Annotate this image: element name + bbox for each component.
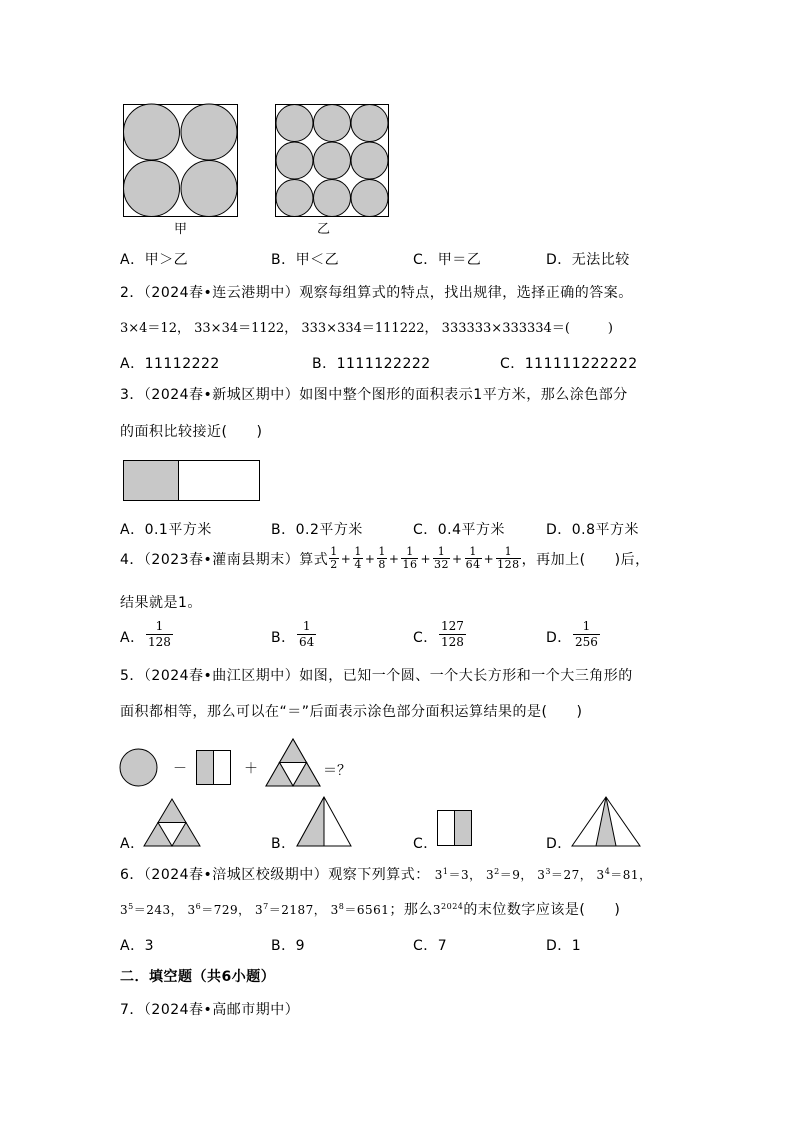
q2-option-a[interactable]: A．11112222 bbox=[120, 356, 220, 372]
q5-option-a-letter[interactable]: A． bbox=[120, 836, 145, 852]
q2-formula-3: 333×334＝111222 bbox=[301, 321, 425, 336]
q2-formula-4: 333333×333334＝( bbox=[441, 321, 570, 336]
q4-frac-7: $\frac{1}{128}$ bbox=[497, 545, 520, 571]
q3-stem-line2: 的面积比较接近( ) bbox=[120, 424, 263, 440]
q4-option-a-letter[interactable]: A． bbox=[120, 630, 145, 646]
q3-option-d[interactable]: D．0.8平方米 bbox=[546, 522, 640, 538]
q4-stem-suffix: ，再加上( )后， bbox=[521, 551, 650, 568]
q5-rectangle-figure bbox=[196, 750, 232, 786]
q2-option-c[interactable]: C．111111222222 bbox=[500, 356, 638, 372]
q2-paren-close: ) bbox=[607, 321, 613, 336]
q4-option-d-letter[interactable]: D． bbox=[546, 630, 572, 646]
q4-stem-prefix: 4．（2023春•灌南县期末）算式 bbox=[120, 551, 329, 568]
q4-option-c-letter[interactable]: C． bbox=[413, 630, 438, 646]
q4-frac-3: $\frac{1}{8}$ bbox=[378, 545, 386, 571]
section-2-title: 二．填空题（共6小题） bbox=[120, 969, 276, 985]
q1-option-b[interactable]: B．甲＜乙 bbox=[271, 252, 340, 268]
figure-yi bbox=[275, 104, 391, 218]
q7-stem: 7．（2024春•高邮市期中） bbox=[120, 1002, 300, 1018]
figure-jia-label: 甲 bbox=[174, 222, 188, 237]
q5-circle-figure bbox=[119, 748, 159, 788]
q4-frac-6: $\frac{1}{64}$ bbox=[465, 545, 481, 571]
q5-option-c-letter[interactable]: C． bbox=[413, 836, 438, 852]
q2-formula: 3×4＝12， 33×34＝1122， 333×334＝111222， 333333×333334＝( ) bbox=[120, 321, 613, 336]
q4-option-b-letter[interactable]: B． bbox=[271, 630, 296, 646]
q4-option-c-frac[interactable]: $\frac{127}{128}$ bbox=[441, 619, 464, 649]
q6-stem-line1: 6．（2024春•涪城区校级期中）观察下列算式： $3^1=3$， $3^2=9$， $3^3=27$， $3^4=81$， bbox=[120, 867, 652, 883]
q5-option-b-letter[interactable]: B． bbox=[271, 836, 296, 852]
q2-formula-1: 3×4＝12 bbox=[120, 321, 177, 336]
q4-option-a-frac[interactable]: $\frac{1}{128}$ bbox=[148, 619, 171, 649]
figure-jia bbox=[123, 104, 239, 218]
q6-option-b[interactable]: B．9 bbox=[271, 938, 306, 954]
q4-frac-1: $\frac{1}{2}$ bbox=[330, 545, 338, 571]
q5-option-c-figure[interactable] bbox=[437, 810, 473, 847]
q6-option-d[interactable]: D．1 bbox=[546, 938, 582, 954]
q5-option-d-letter[interactable]: D． bbox=[546, 836, 572, 852]
q4-stem-line2: 结果就是1。 bbox=[120, 595, 202, 611]
q4-frac-5: $\frac{1}{32}$ bbox=[434, 545, 450, 571]
q2-option-b[interactable]: B．1111122222 bbox=[312, 356, 431, 372]
figure-yi-label: 乙 bbox=[317, 222, 331, 237]
q6-option-c[interactable]: C．7 bbox=[413, 938, 448, 954]
q2-stem: 2．（2024春•连云港期中）观察每组算式的特点，找出规律，选择正确的答案。 bbox=[120, 285, 633, 301]
q5-triangle-figure bbox=[265, 738, 321, 788]
q1-option-c[interactable]: C．甲＝乙 bbox=[413, 252, 482, 268]
q1-option-a[interactable]: A．甲＞乙 bbox=[120, 252, 189, 268]
q5-plus-sign: ＋ bbox=[244, 761, 258, 777]
q5-stem-line2: 面积都相等，那么可以在“＝”后面表示涂色部分面积运算结果的是( ) bbox=[120, 704, 583, 720]
q6-option-a[interactable]: A．3 bbox=[120, 938, 154, 954]
q3-stem-line1: 3．（2024春•新城区期中）如图中整个图形的面积表示1平方米，那么涂色部分 bbox=[120, 387, 628, 403]
q5-option-b-figure[interactable] bbox=[296, 796, 352, 848]
q4-stem-line1: 4．（2023春•灌南县期末）算式 $\frac{1}{2}$ + $\frac{1}{4}$ + $\frac{1}{8}$ + $\frac{1}{16}$ + $\frac{1}{32}$ + $\frac{1}{64}$ + $\frac{1}{128}$ ，再加上( )后， bbox=[120, 545, 650, 571]
q1-option-d[interactable]: D．无法比较 bbox=[546, 252, 630, 268]
q5-minus-sign: － bbox=[173, 761, 187, 777]
q4-frac-4: $\frac{1}{16}$ bbox=[402, 545, 418, 571]
q2-formula-2: 33×34＝1122 bbox=[194, 321, 285, 336]
q3-option-b[interactable]: B．0.2平方米 bbox=[271, 522, 363, 538]
q4-option-b-frac[interactable]: $\frac{1}{64}$ bbox=[299, 619, 315, 649]
q4-frac-2: $\frac{1}{4}$ bbox=[354, 545, 362, 571]
q4-option-d-frac[interactable]: $\frac{1}{256}$ bbox=[575, 619, 598, 649]
q6-stem-line2: $3^5=243$， $3^6=729$， $3^7=2187$， $3^8=6561$；那么$3^{2024}$的末位数字应该是( ) bbox=[120, 902, 621, 918]
q5-stem-line1: 5．（2024春•曲江区期中）如图，已知一个圆、一个大长方形和一个大三角形的 bbox=[120, 668, 633, 684]
q3-option-a[interactable]: A．0.1平方米 bbox=[120, 522, 212, 538]
q5-option-a-figure[interactable] bbox=[143, 798, 201, 848]
q3-option-c[interactable]: C．0.4平方米 bbox=[413, 522, 506, 538]
q5-option-d-figure[interactable] bbox=[571, 796, 641, 848]
q6-stem: 6．（2024春•涪城区校级期中）观察下列算式： bbox=[120, 867, 430, 883]
q3-rectangle-figure bbox=[123, 460, 261, 502]
q5-equals-question: ＝？ bbox=[323, 763, 351, 779]
